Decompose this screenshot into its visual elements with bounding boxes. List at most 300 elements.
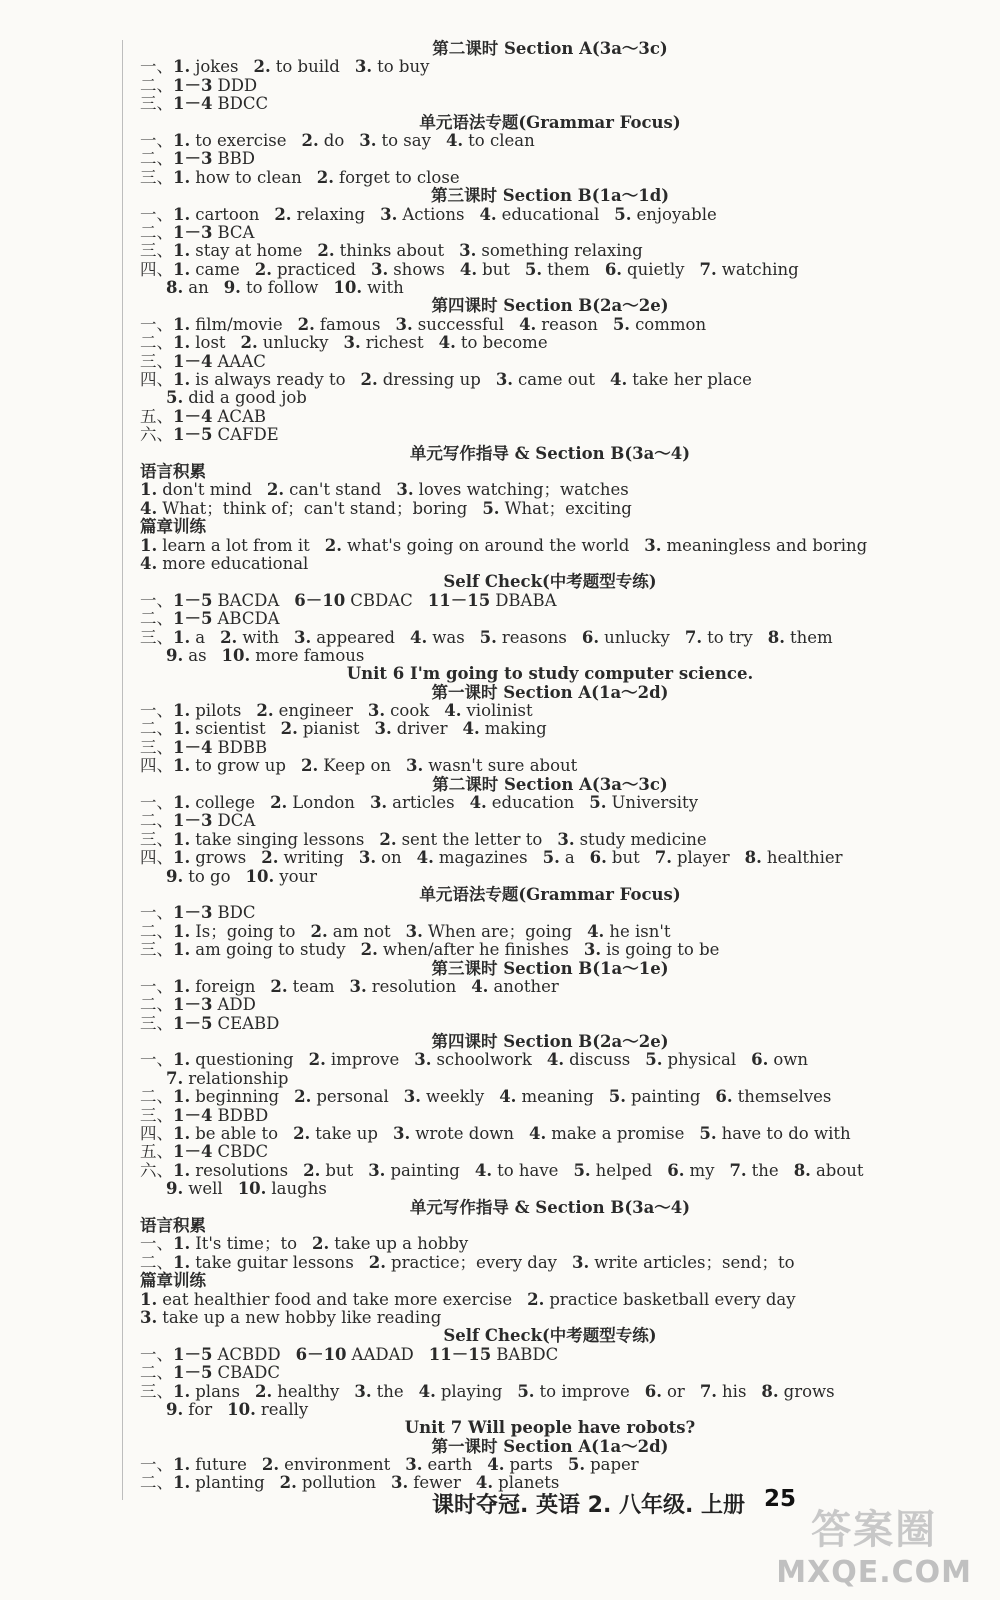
subheading: 语言积累 xyxy=(140,1216,206,1235)
answer-number: 2. xyxy=(266,480,285,500)
section-heading: 第四课时 Section B(2a～2e) xyxy=(431,1032,669,1052)
answer-number: 2. xyxy=(303,1160,321,1180)
answer-item xyxy=(685,628,753,647)
answer-number: 1－3 xyxy=(173,903,213,923)
section-heading: 第二课时 Section A(3a～3c) xyxy=(432,774,668,794)
answer-item xyxy=(729,1161,778,1180)
answer-text: practiced xyxy=(276,259,356,279)
answer-item xyxy=(294,1087,389,1106)
answer-text: unlucky xyxy=(262,333,329,353)
question-group-label: 一、 xyxy=(140,701,173,721)
answer-number: 5. xyxy=(479,627,497,647)
answer-line xyxy=(140,592,980,610)
answer-item xyxy=(584,940,720,959)
answer-number: 10. xyxy=(245,866,275,886)
answer-number: 5. xyxy=(608,1087,627,1107)
answer-number: 7. xyxy=(699,1381,718,1401)
answer-number: 5. xyxy=(524,259,543,279)
answer-text: education xyxy=(491,793,575,813)
answer-text: stay at home xyxy=(195,241,303,261)
answer-item xyxy=(173,94,268,113)
answer-number: 4. xyxy=(438,333,456,353)
answer-line xyxy=(140,150,980,168)
answer-text: meaningless and boring xyxy=(666,535,868,555)
question-group-label: 二、 xyxy=(140,75,173,95)
answer-number: 3. xyxy=(644,535,662,555)
answer-item xyxy=(173,1253,354,1272)
answer-text: resolution xyxy=(371,976,457,996)
question-group-label: 三、 xyxy=(140,627,173,647)
answer-number: 1－4 xyxy=(173,406,213,426)
section-heading: Self Check(中考题型专练) xyxy=(443,572,657,592)
answer-text: forget to close xyxy=(338,167,460,187)
answer-text: personal xyxy=(316,1087,389,1107)
answer-number: 1. xyxy=(173,1160,191,1180)
answer-item xyxy=(613,315,706,334)
answer-line xyxy=(140,371,980,389)
answer-number: 3. xyxy=(495,370,514,390)
answer-number: 1. xyxy=(173,756,191,776)
answer-number: 3. xyxy=(369,793,388,813)
answer-text: or xyxy=(666,1381,685,1401)
question-group-label: 二、 xyxy=(140,921,173,941)
answer-text: BDBD xyxy=(217,1105,269,1125)
answer-item xyxy=(459,241,643,260)
answer-number: 5. xyxy=(589,793,607,813)
answer-line xyxy=(140,702,980,720)
answer-number: 1－4 xyxy=(173,351,213,371)
answer-line xyxy=(140,1143,980,1161)
answer-line xyxy=(140,1364,980,1382)
answer-item xyxy=(173,1161,288,1180)
answer-item xyxy=(471,977,559,996)
answer-number: 4. xyxy=(462,719,480,739)
answer-text: learn a lot from it xyxy=(162,535,310,555)
answer-line xyxy=(140,610,980,628)
answer-number: 2. xyxy=(261,1455,280,1475)
answer-item xyxy=(419,1382,503,1401)
answer-line xyxy=(140,923,980,941)
answer-number: 9. xyxy=(166,1399,184,1419)
answer-item xyxy=(414,1050,532,1069)
answer-number: 3. xyxy=(406,756,424,776)
answer-number: 1. xyxy=(173,1087,191,1107)
question-group-label: 三、 xyxy=(140,241,173,261)
answer-item xyxy=(270,977,334,996)
answer-text: thinks about xyxy=(339,241,445,261)
answer-text: quietly xyxy=(627,259,685,279)
answer-line xyxy=(140,426,980,444)
answer-number: 1－3 xyxy=(173,811,213,831)
answer-text: CBDC xyxy=(217,1142,269,1162)
answer-item xyxy=(173,1014,279,1033)
answer-text: loves watching；watches xyxy=(418,480,629,500)
answer-item xyxy=(220,628,279,647)
answer-line xyxy=(140,334,980,352)
answer-number: 10. xyxy=(237,1179,267,1199)
answer-item xyxy=(761,1382,834,1401)
answer-item xyxy=(396,315,505,334)
question-group-label: 一、 xyxy=(140,314,173,334)
answer-item xyxy=(173,315,283,334)
answer-item xyxy=(173,628,205,647)
answer-line xyxy=(140,1180,980,1198)
answer-text: but xyxy=(611,848,640,868)
answer-number: 10. xyxy=(221,645,251,665)
answer-number: 7. xyxy=(654,848,672,868)
answer-item xyxy=(173,701,241,720)
answer-item xyxy=(261,848,344,867)
question-group-label: 六、 xyxy=(140,425,173,445)
answer-text: foreign xyxy=(195,976,256,996)
answer-line xyxy=(140,242,980,260)
answer-text: London xyxy=(292,793,355,813)
answer-number: 6. xyxy=(604,259,623,279)
answer-line xyxy=(140,812,980,830)
answer-text: film/movie xyxy=(195,314,283,334)
answer-number: 2. xyxy=(312,1234,330,1254)
answer-text: your xyxy=(279,866,318,886)
answer-number: 1. xyxy=(173,1124,191,1144)
answer-text: about xyxy=(815,1160,864,1180)
answer-item xyxy=(173,333,226,352)
answer-number: 1. xyxy=(173,1455,191,1475)
question-group-label: 三、 xyxy=(140,940,173,960)
answer-number: 4. xyxy=(499,1087,517,1107)
answer-text: a xyxy=(564,848,575,868)
answer-number: 1. xyxy=(173,1050,191,1070)
answer-text: watching xyxy=(721,259,799,279)
answer-text: can't stand xyxy=(289,480,382,500)
answer-item xyxy=(482,499,631,518)
section-heading: 单元语法专题(Grammar Focus) xyxy=(419,884,681,904)
question-group-label: 四、 xyxy=(140,848,173,868)
question-group-label: 六、 xyxy=(140,1160,173,1180)
answer-line xyxy=(140,868,980,886)
answer-item xyxy=(605,260,685,279)
question-group-label: 二、 xyxy=(140,609,173,629)
answer-text: When are；going xyxy=(427,921,573,941)
answer-item xyxy=(479,205,599,224)
answer-number: 1－5 xyxy=(173,1013,213,1033)
answer-number: 8. xyxy=(166,278,184,298)
answer-text: own xyxy=(773,1050,809,1070)
answer-text: playing xyxy=(440,1381,503,1401)
answer-item xyxy=(301,756,391,775)
answer-text: to improve xyxy=(539,1381,630,1401)
answer-item xyxy=(371,260,445,279)
answer-number: 2. xyxy=(261,848,279,868)
answer-number: 1－4 xyxy=(173,1142,213,1162)
watermark-site: MXQE.COM xyxy=(776,1555,972,1590)
answer-line xyxy=(140,206,980,224)
answer-text: to clean xyxy=(468,130,535,150)
question-group-label: 二、 xyxy=(140,1473,173,1493)
section-heading: 第四课时 Section B(2a～2e) xyxy=(431,296,669,316)
answer-number: 5. xyxy=(645,1050,663,1070)
answer-text: take guitar lessons xyxy=(195,1252,354,1272)
answer-item xyxy=(573,1161,652,1180)
answer-text: painting xyxy=(390,1160,460,1180)
answer-item xyxy=(173,756,286,775)
answer-number: 5. xyxy=(567,1455,586,1475)
answer-text: BDC xyxy=(217,903,256,923)
answer-line xyxy=(140,1401,980,1419)
answer-text: pianist xyxy=(302,719,360,739)
answer-number: 2. xyxy=(255,1381,273,1401)
answer-item xyxy=(298,315,381,334)
answer-item xyxy=(499,1087,594,1106)
answer-text: on xyxy=(381,848,402,868)
answer-text: ACBDD xyxy=(217,1344,281,1364)
answer-text: grows xyxy=(195,848,247,868)
answer-text: paper xyxy=(590,1455,639,1475)
answer-number: 2. xyxy=(280,719,298,739)
answer-number: 3. xyxy=(405,921,423,941)
answer-item xyxy=(614,205,716,224)
section-heading: 第一课时 Section A(1a～2d) xyxy=(431,1436,669,1456)
answer-item xyxy=(173,168,302,187)
answer-number: 2. xyxy=(317,241,335,261)
answer-number: 1－3 xyxy=(173,75,213,95)
answer-number: 1. xyxy=(173,940,191,960)
answer-number: 1. xyxy=(140,1289,158,1309)
answer-line xyxy=(140,408,980,426)
answer-line xyxy=(140,1235,980,1253)
answer-item xyxy=(368,701,429,720)
answer-item xyxy=(667,1161,714,1180)
answer-number: 2. xyxy=(297,314,315,334)
answer-number: 5. xyxy=(517,1381,535,1401)
answer-number: 9. xyxy=(166,1179,184,1199)
answer-line xyxy=(140,941,980,959)
answer-number: 3. xyxy=(293,627,312,647)
answer-text: resolutions xyxy=(195,1160,289,1180)
answer-text: make a promise xyxy=(551,1124,685,1144)
question-group-label: 一、 xyxy=(140,57,173,77)
answer-text: when/after he finishes xyxy=(382,940,569,960)
answer-item xyxy=(444,701,532,720)
answer-text: driver xyxy=(396,719,448,739)
answer-text: lost xyxy=(195,333,226,353)
answer-text: an xyxy=(188,278,209,298)
answer-number: 5. xyxy=(699,1124,717,1144)
answer-text: the xyxy=(751,1160,779,1180)
answer-text: successful xyxy=(417,314,505,334)
answer-number: 1. xyxy=(173,57,191,77)
answer-item xyxy=(173,425,279,444)
answer-text: did a good job xyxy=(188,388,307,408)
answer-item xyxy=(417,848,528,867)
answer-item xyxy=(568,1455,639,1474)
answer-text: unlucky xyxy=(604,627,670,647)
answer-number: 2. xyxy=(324,535,343,555)
answer-line xyxy=(140,1383,980,1401)
answer-text: to buy xyxy=(377,57,430,77)
answer-number: 4. xyxy=(445,130,464,150)
question-group-label: 二、 xyxy=(140,1252,173,1272)
answer-item xyxy=(274,205,365,224)
answer-number: 3. xyxy=(405,1455,423,1475)
answer-item xyxy=(529,1124,684,1143)
answer-line xyxy=(140,58,980,76)
question-group-label: 一、 xyxy=(140,1455,173,1475)
answer-text: CBADC xyxy=(217,1363,280,1383)
answer-item xyxy=(281,719,360,738)
answer-line xyxy=(140,224,980,242)
answer-item xyxy=(173,922,296,941)
answer-text: the xyxy=(376,1381,404,1401)
answer-item xyxy=(543,848,575,867)
answer-item xyxy=(255,260,356,279)
answer-text: to grow up xyxy=(195,756,286,776)
answer-item xyxy=(350,977,457,996)
answer-number: 3. xyxy=(380,204,398,224)
answer-number: 2. xyxy=(240,333,258,353)
answer-item xyxy=(406,756,577,775)
answer-text: physical xyxy=(667,1050,737,1070)
answer-number: 2. xyxy=(308,1050,326,1070)
answer-text: What；think of；can't stand；boring xyxy=(162,498,468,518)
answer-text: player xyxy=(676,848,730,868)
answer-text: to follow xyxy=(245,278,319,298)
answer-number: 2. xyxy=(253,57,271,77)
answer-item xyxy=(470,793,575,812)
answer-number: 4. xyxy=(459,259,478,279)
answer-item xyxy=(699,1124,850,1143)
section-heading: 第三课时 Section B(1a～1d) xyxy=(430,186,670,206)
answer-text: eat healthier food and take more exercise xyxy=(162,1289,513,1309)
answer-number: 4. xyxy=(519,314,537,334)
answer-item xyxy=(140,1308,441,1327)
answer-text: BACDA xyxy=(217,590,280,610)
answer-text: with xyxy=(242,627,279,647)
answer-line xyxy=(140,1162,980,1180)
answer-item xyxy=(380,205,464,224)
answer-item xyxy=(173,738,267,757)
answer-line xyxy=(140,647,980,665)
answer-item xyxy=(173,370,346,389)
answer-number: 6. xyxy=(589,848,607,868)
answer-text: reasons xyxy=(501,627,567,647)
answer-number: 1. xyxy=(173,701,191,721)
answer-text: plans xyxy=(195,1381,241,1401)
answer-item xyxy=(354,1382,403,1401)
answer-item xyxy=(166,1069,288,1088)
answer-item xyxy=(325,536,629,555)
answer-item xyxy=(173,1087,279,1106)
answer-number: 2. xyxy=(270,976,288,996)
answer-text: planets xyxy=(498,1473,560,1493)
answer-line xyxy=(140,555,980,573)
answer-line xyxy=(140,481,980,499)
answer-number: 2. xyxy=(310,921,328,941)
answer-text: environment xyxy=(284,1455,391,1475)
answer-text: study medicine xyxy=(579,829,707,849)
answer-line xyxy=(140,132,980,150)
answer-item xyxy=(140,536,310,555)
answer-text: pilots xyxy=(195,701,242,721)
answer-line xyxy=(140,77,980,95)
question-group-label: 四、 xyxy=(140,259,173,279)
answer-text: healthy xyxy=(277,1381,340,1401)
answer-item xyxy=(173,1363,280,1382)
question-group-label: 一、 xyxy=(140,1344,173,1364)
answer-item xyxy=(302,131,345,150)
answer-number: 1－4 xyxy=(173,737,213,757)
answer-item xyxy=(557,830,706,849)
answer-item xyxy=(173,1455,247,1474)
answer-number: 3. xyxy=(349,976,367,996)
answer-item xyxy=(303,1161,353,1180)
answer-text: my xyxy=(689,1160,715,1180)
answer-number: 9. xyxy=(166,645,184,665)
answer-text: CBDAC xyxy=(350,590,413,610)
answer-item xyxy=(547,1050,630,1069)
answer-item xyxy=(589,793,698,812)
section-heading: 第二课时 Section A(3a～3c) xyxy=(432,39,668,58)
answer-item xyxy=(166,867,231,886)
question-group-label: 四、 xyxy=(140,756,173,776)
answer-number: 1－5 xyxy=(173,425,213,445)
answer-text: articles xyxy=(392,793,455,813)
answer-item xyxy=(745,848,843,867)
answer-item xyxy=(582,628,670,647)
section-heading: Unit 6 I'm going to study computer science. xyxy=(346,664,754,684)
answer-item xyxy=(166,388,307,407)
answer-number: 1. xyxy=(173,204,191,224)
answer-number: 1－5 xyxy=(173,590,213,610)
answer-number: 2. xyxy=(316,167,334,187)
answer-text: Keep on xyxy=(323,756,391,776)
question-group-label: 四、 xyxy=(140,370,173,390)
answer-text: richest xyxy=(365,333,424,353)
question-group-label: 一、 xyxy=(140,1234,173,1254)
answer-item xyxy=(370,793,455,812)
answer-item xyxy=(166,278,209,297)
answer-number: 3. xyxy=(391,1473,409,1493)
answer-number: 1. xyxy=(173,1381,191,1401)
answer-text: laughs xyxy=(271,1179,327,1199)
subheading: 篇章训练 xyxy=(140,517,206,537)
answer-line xyxy=(140,904,980,922)
answer-item xyxy=(270,793,355,812)
answer-item xyxy=(293,1124,378,1143)
answer-item xyxy=(238,1179,327,1198)
question-group-label: 二、 xyxy=(140,222,173,242)
answer-item xyxy=(173,407,266,426)
question-group-label: 五、 xyxy=(140,406,173,426)
answer-item xyxy=(173,352,266,371)
answer-text: BDCC xyxy=(217,94,269,114)
answer-line xyxy=(140,279,980,297)
answer-number: 9. xyxy=(223,278,241,298)
answer-text: am going to study xyxy=(195,940,346,960)
answer-number: 5. xyxy=(482,498,500,518)
answer-line xyxy=(140,996,980,1014)
answer-text: improve xyxy=(330,1050,400,1070)
answer-text: It's time；to xyxy=(195,1234,298,1254)
answer-number: 3. xyxy=(583,940,602,960)
answer-item xyxy=(375,719,448,738)
answer-line xyxy=(140,389,980,407)
answer-line xyxy=(140,739,980,757)
answer-text: really xyxy=(260,1399,309,1419)
answer-item xyxy=(610,370,752,389)
answer-number: 3. xyxy=(368,1160,386,1180)
answer-item xyxy=(572,1253,795,1272)
answer-text: take her place xyxy=(632,370,752,390)
